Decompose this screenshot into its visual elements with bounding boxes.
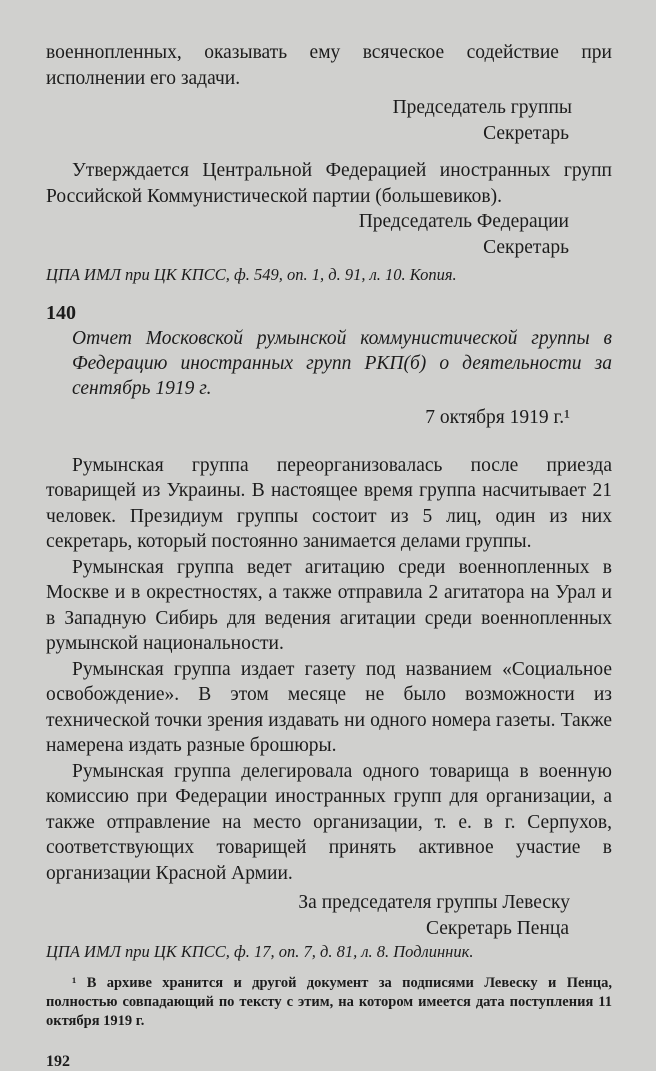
signature-federation-secretary: Секретарь [483,236,569,258]
document-title: Отчет Московской румынской коммунистической группы в Федерацию иностранных групп РКП(б) о деятельности за сентябрь 1919 г. [72,328,612,399]
archive-source-2: ЦПА ИМЛ при ЦК КПСС, ф. 17, оп. 7, д. 81, л. 8. Подлинник. [46,942,474,961]
signature-secretary-penca: Секретарь Пенца [426,917,569,939]
paragraph: Румынская группа издает газету под названием «Социальное освобождение». В этом месяце не было возможности из технической точки зрения издавать ни одного номера газеты. Также намерена издать разные брошюры. [46,658,612,756]
signature-chairman: Председатель группы [392,97,572,118]
intro-text: военнопленных, оказывать ему всяческое содействие при исполнении его задачи. [46,42,612,89]
document-date: 7 октября 1919 г.¹ [425,407,570,428]
approval-text: Утверждается Центральной Федерацией иностранных групп Российской Коммунистической партии (большевиков). [46,160,612,207]
paragraph: Румынская группа переорганизовалась после приезда товарищей из Украины. В настоящее время группа насчитывает 21 человек. Президиум группы состоит из 5 лиц, один из них секретарь, который постоянно занимается делами группы. [46,454,612,552]
signature-federation-chairman: Председатель Федерации [358,211,569,232]
paragraph: Румынская группа делегировала одного товарища в военную комиссию при Федерации иностранных групп для организации, а также отправление на место организации, т. е. в г. Серпухов, соответствующих товарищей принять активное участие в организации Красной Армии. [46,760,612,884]
footnote: ¹ В архиве хранится и другой документ за подписями Левеску и Пенца, полностью совпадающий по тексту с этим, на котором имеется дата поступления 11 октября 1919 г. [46,975,612,1029]
page-number: 192 [46,1053,70,1070]
signature-acting-chairman: За председателя группы Левеску [298,892,570,913]
paragraph: Румынская группа ведет агитацию среди военнопленных в Москве и в окрестностях, а также отправила 2 агитатора на Урал и в Западную Сибирь для ведения агитации среди военнопленных румынской национальности. [46,556,612,654]
document-number: 140 [46,302,76,324]
signature-secretary: Секретарь [483,122,569,144]
page-content [46,40,612,1071]
archive-source-1: ЦПА ИМЛ при ЦК КПСС, ф. 549, оп. 1, д. 91, л. 10. Копия. [46,265,457,284]
